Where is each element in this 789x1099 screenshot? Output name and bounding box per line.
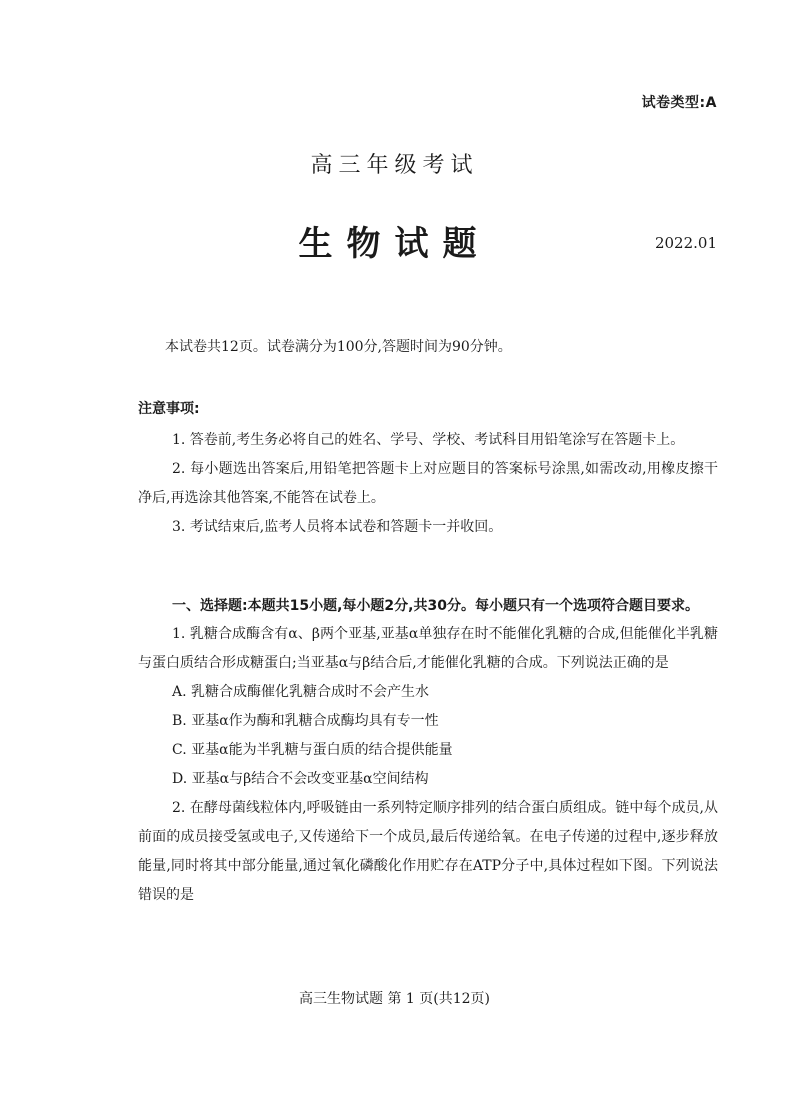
- exam-intro: 本试卷共12页。试卷满分为100分,答题时间为90分钟。: [165, 339, 512, 355]
- question-option: C. 亚基α能为半乳糖与蛋白质的结合提供能量: [172, 742, 453, 758]
- exam-name: 高三年级考试: [310, 153, 479, 178]
- paper-type-label: 试卷类型:A: [641, 95, 717, 111]
- question-option: B. 亚基α作为酶和乳糖合成酶均具有专一性: [172, 713, 439, 729]
- question-option: D. 亚基α与β结合不会改变亚基α空间结构: [172, 771, 429, 787]
- subject-title: 生物试题: [298, 224, 491, 264]
- question-option: A. 乳糖合成酶催化乳糖合成时不会产生水: [172, 684, 430, 700]
- question-stem: 2. 在酵母菌线粒体内,呼吸链由一系列特定顺序排列的结合蛋白质组成。链中每个成员,从前面的成员接受氢或电子,又传递给下一个成员,最后传递给氧。在电子传递的过程中,逐步释放能量,同时将其中部分能量,通过氧化磷酸化作用贮存在ATP分子中,具体过程如下图。下列说法错误的是: [138, 800, 718, 903]
- notice-heading: 注意事项:: [138, 401, 200, 417]
- question-stem: 1. 乳糖合成酶含有α、β两个亚基,亚基α单独存在时不能催化乳糖的合成,但能催化半乳糖与蛋白质结合形成糖蛋白;当亚基α与β结合后,才能催化乳糖的合成。下列说法正确的是: [138, 626, 718, 671]
- notice-item: 3. 考试结束后,监考人员将本试卷和答题卡一并收回。: [172, 519, 503, 535]
- notice-block: [138, 398, 718, 542]
- section-multiple-choice: [138, 592, 718, 910]
- exam-date: 2022.01: [654, 234, 717, 252]
- section-heading: 一、选择题:本题共15小题,每小题2分,共30分。每小题只有一个选项符合题目要求。: [172, 598, 699, 614]
- notice-item: 1. 答卷前,考生务必将自己的姓名、学号、学校、考试科目用铅笔涂写在答题卡上。: [172, 432, 685, 448]
- page-footer: 高三生物试题 第 1 页(共12页): [299, 991, 490, 1007]
- notice-item: 2. 每小题选出答案后,用铅笔把答题卡上对应题目的答案标号涂黑,如需改动,用橡皮擦干净后,再选涂其他答案,不能答在试卷上。: [138, 461, 718, 506]
